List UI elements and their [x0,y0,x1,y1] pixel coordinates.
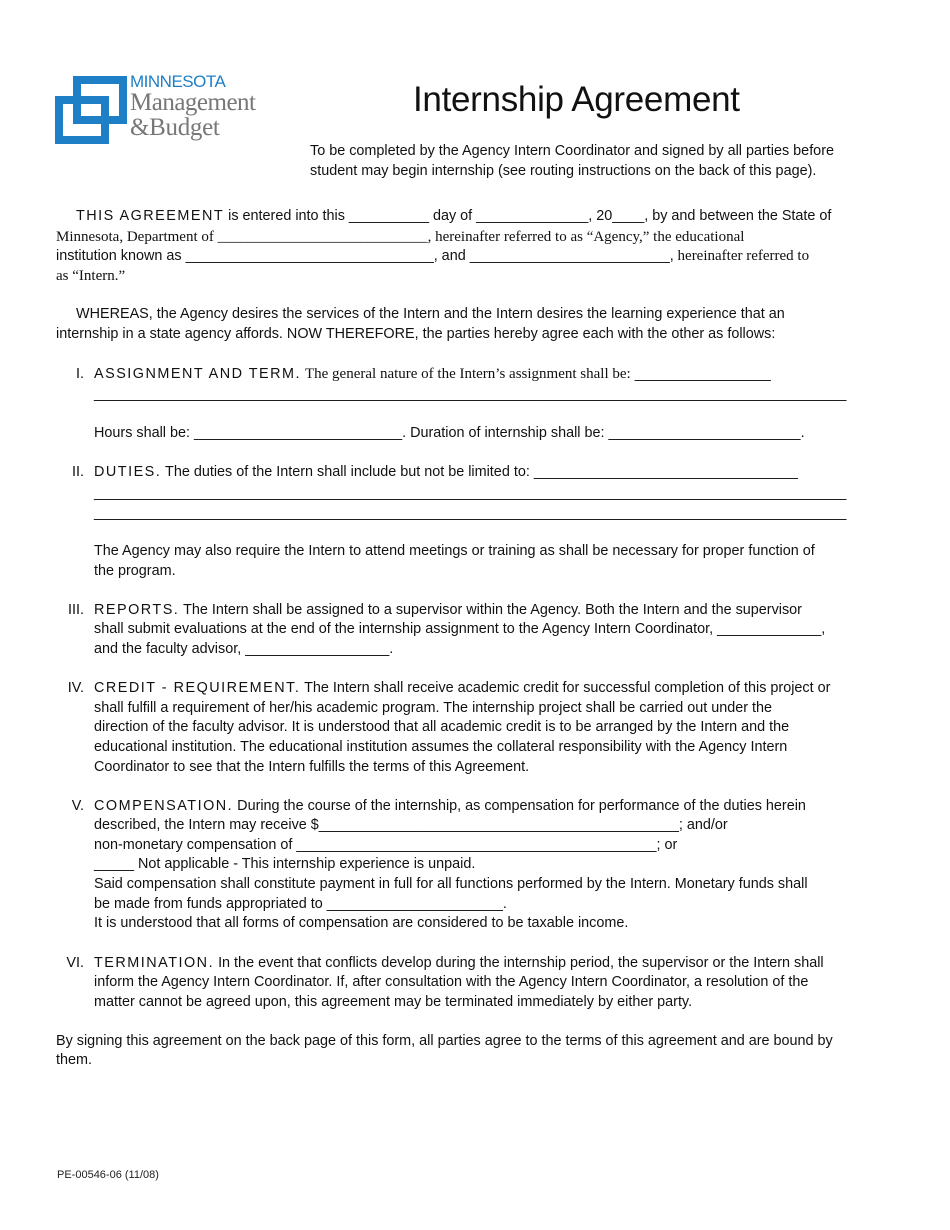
section-5-line-4: _____ Not applicable - This internship experience is unpaid. [94,856,476,872]
instructions-line-2: student may begin internship (see routing instructions on the back of this page). [310,163,817,179]
section-5-line-2: described, the Intern may receive $_____________________________________________; and/or [94,817,728,833]
section-1-line-2: ______________________________________________________________________________________________ [94,386,847,402]
duration-blank: ________________________. [608,425,805,441]
section-5-line-1 [94,796,806,816]
section-1-number: I. [76,366,84,382]
section-3-number: III. [68,602,84,618]
section-1-blank: _________________ [634,366,771,382]
intro-line-3 [56,246,809,266]
section-4-text: The Intern shall receive academic credit for successful completion of this project or [304,680,831,696]
section-6-line-1 [94,953,824,973]
section-3-line-1 [94,600,802,620]
section-2-para-line-1: The Agency may also require the Intern to attend meetings or training as shall be necessary for proper function of [94,543,815,559]
agreement-date-text: is entered into this __________ day of ______________, 20____, by and between the State of [224,208,832,224]
instructions-line-1: To be completed by the Agency Intern Coordinator and signed by all parties before [310,143,834,159]
section-3-line-2: shall submit evaluations at the end of the internship assignment to the Agency Intern Coordinator, _____________, [94,621,826,637]
duration-label: Duration of internship shall be: [410,425,605,441]
section-2-para-line-2: the program. [94,563,176,579]
section-6-heading: TERMINATION. [94,955,215,971]
form-number: PE-00546-06 (11/08) [57,1169,159,1181]
section-4-line-5: Coordinator to see that the Intern fulfills the terms of this Agreement. [94,759,530,775]
closing-line-1: By signing this agreement on the back page of this form, all parties agree to the terms of this agreement and are bound by [56,1033,833,1049]
intern-ref-text: hereinafter referred to [673,248,810,264]
section-3-heading: REPORTS. [94,602,180,618]
section-4-heading: CREDIT - REQUIREMENT. [94,680,301,696]
section-5-line-6: be made from funds appropriated to ______________________. [94,896,507,912]
intro-line-1 [76,206,831,226]
instructions [310,141,910,181]
section-6-text: In the event that conflicts develop during the internship period, the supervisor or the Intern shall [218,955,824,971]
section-6-line-2: inform the Agency Intern Coordinator. If, after consultation with the Agency Intern Coordinator, a resolution of the [94,974,809,990]
section-4-line-4: educational institution. The educational institution assumes the collateral responsibility with the Agency Intern [94,739,788,755]
intro-line-2: Minnesota, Department of ____________________________, hereinafter referred to as “Agency,” the educational [56,229,745,245]
logo-line-2: Management [130,89,256,116]
section-2-text: The duties of the Intern shall include but not be limited to: _________________________________ [165,464,798,480]
logo-line-1: MINNESOTA [130,72,226,91]
section-2-heading: DUTIES. [94,464,162,480]
section-3-text: The Intern shall be assigned to a supervisor within the Agency. Both the Intern and the supervisor [183,602,802,618]
section-6-line-3: matter cannot be agreed upon, this agreement may be terminated immediately by either party. [94,994,693,1010]
section-4-number: IV. [67,680,84,696]
closing-line-2: them. [56,1052,92,1068]
section-5-text: During the course of the internship, as compensation for performance of the duties herein [237,798,806,814]
section-2-number: II. [72,464,84,480]
section-4-line-3: direction of the faculty advisor. It is understood that all academic credit is to be arranged by the Intern and the [94,719,790,735]
section-1-text: The general nature of the Intern’s assignment shall be: [304,366,631,382]
hours-label: Hours shall be: [94,425,190,441]
section-5-line-3: non-monetary compensation of _____________________________________________; or [94,837,678,853]
section-2-line-3: ______________________________________________________________________________________________ [94,505,847,521]
section-1-heading: ASSIGNMENT AND TERM. [94,366,301,382]
whereas-line-2: internship in a state agency affords. NOW THEREFORE, the parties hereby agree each with the other as follows: [56,326,776,342]
section-6-number: VI. [66,955,84,971]
page-title: Internship Agreement [413,80,740,119]
section-3-line-3: and the faculty advisor, __________________. [94,641,394,657]
section-5-number: V. [71,798,84,814]
section-5-line-5: Said compensation shall constitute payment in full for all functions performed by the Intern. Monetary funds shall [94,876,808,892]
mmb-logo [55,70,270,150]
whereas-line-1: WHEREAS, the Agency desires the services of the Intern and the Intern desires the learning experience that an [76,306,785,322]
institution-text: institution known as _______________________________, and _________________________, [56,248,674,264]
section-5-line-7: It is understood that all forms of compensation are considered to be taxable income. [94,915,629,931]
section-1-hours-row [94,423,805,443]
section-5-heading: COMPENSATION. [94,798,234,814]
section-4-line-1 [94,678,830,698]
logo-line-3: &Budget [130,114,220,141]
agreement-lead: THIS AGREEMENT [76,208,225,224]
section-1-line-1 [94,364,771,384]
logo-squares-icon [55,76,129,148]
intro-line-4: as “Intern.” [56,268,126,284]
hours-blank: __________________________. [194,425,407,441]
section-4-line-2: shall fulfill a requirement of her/his academic program. The internship project shall be carried out under the [94,700,773,716]
section-2-line-1 [94,462,798,482]
section-2-line-2: ______________________________________________________________________________________________ [94,485,847,501]
